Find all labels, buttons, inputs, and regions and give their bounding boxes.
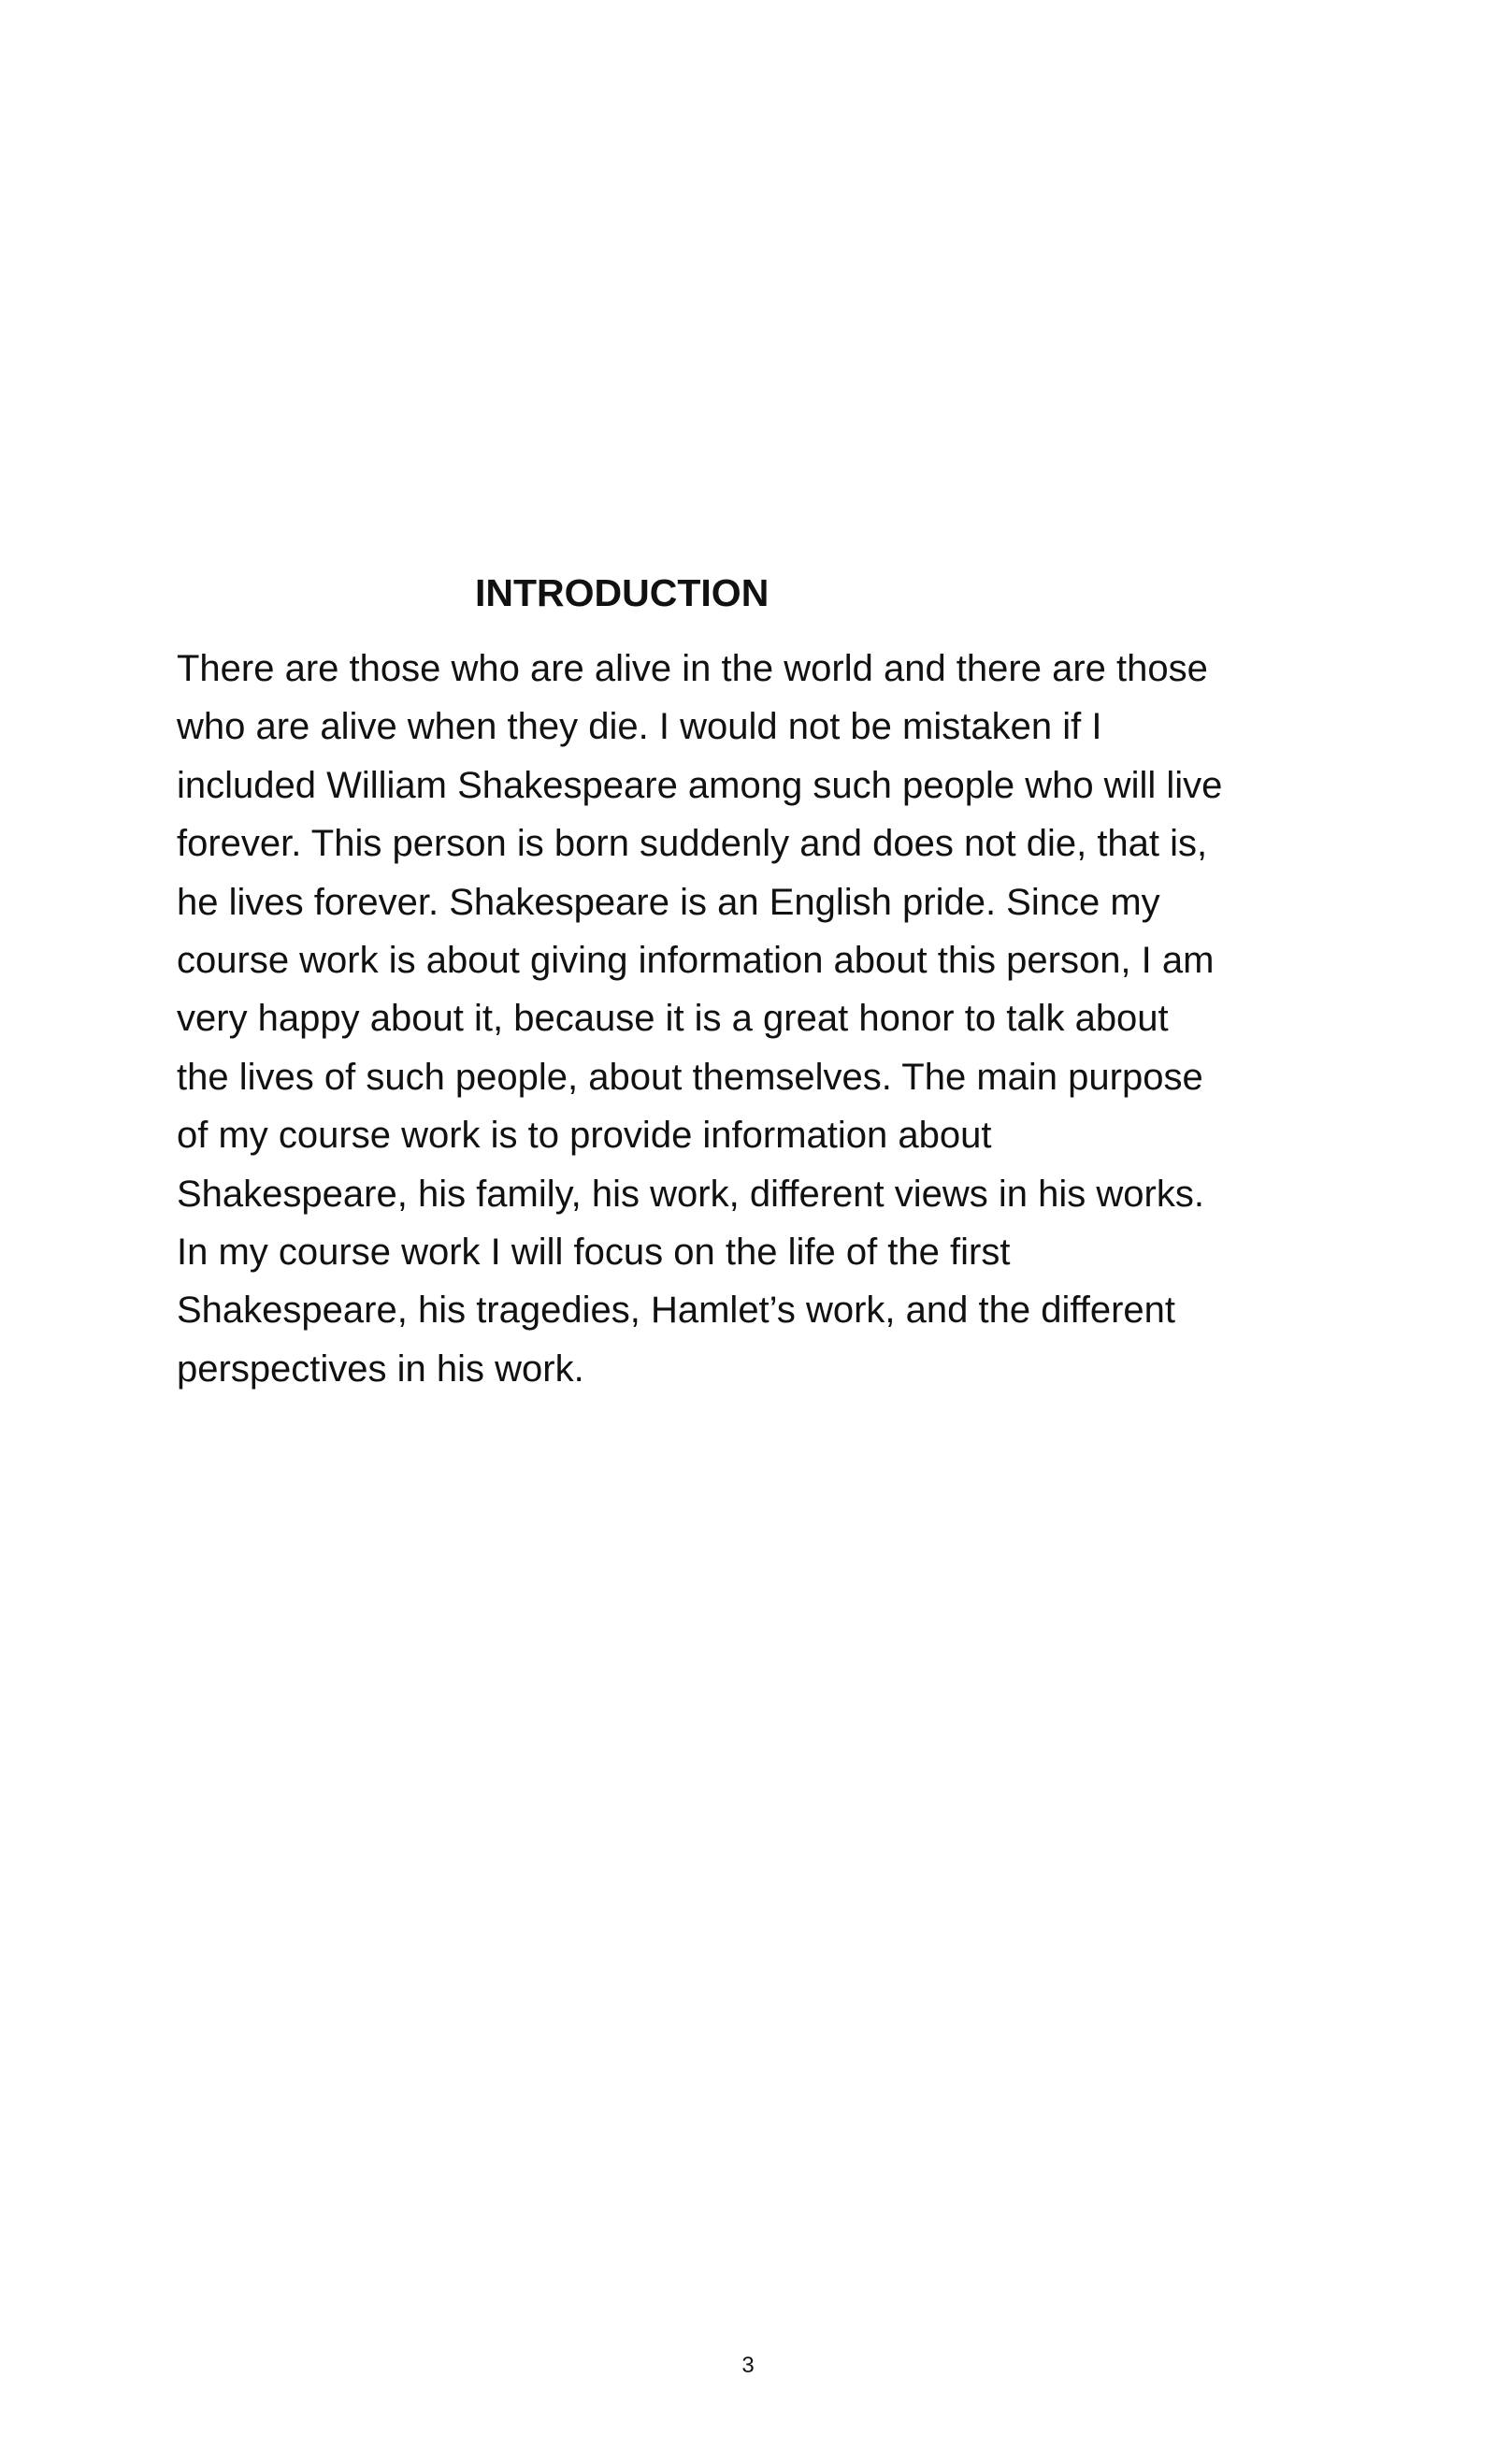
paragraph-line: of my course work is to provide information about — [177, 1115, 992, 1157]
paragraph-line: In my course work I will focus on the life of the first — [177, 1232, 1011, 1274]
paragraph-line: who are alive when they die. I would not be mistaken if I — [177, 706, 1102, 748]
paragraph-line: the lives of such people, about themselves. The main purpose — [177, 1056, 1203, 1098]
body-paragraph — [177, 640, 1336, 1398]
paragraph-line: perspectives in his work. — [177, 1347, 584, 1390]
paragraph-line: very happy about it, because it is a great honor to talk about — [177, 998, 1169, 1040]
paragraph-line: included William Shakespeare among such people who will live — [177, 764, 1223, 806]
paragraph-line: Shakespeare, his tragedies, Hamlet’s work, and the different — [177, 1290, 1176, 1332]
paragraph-line: forever. This person is born suddenly and does not die, that is, — [177, 823, 1208, 865]
paragraph-line: course work is about giving information about this person, I am — [177, 940, 1215, 982]
section-heading: INTRODUCTION — [475, 571, 770, 614]
paragraph-line: Shakespeare, his family, his work, different views in his works. — [177, 1173, 1204, 1215]
paragraph-line: There are those who are alive in the world and there are those — [177, 648, 1208, 689]
paragraph-line: he lives forever. Shakespeare is an English pride. Since my — [177, 881, 1160, 923]
page-number: 3 — [741, 2353, 755, 2378]
